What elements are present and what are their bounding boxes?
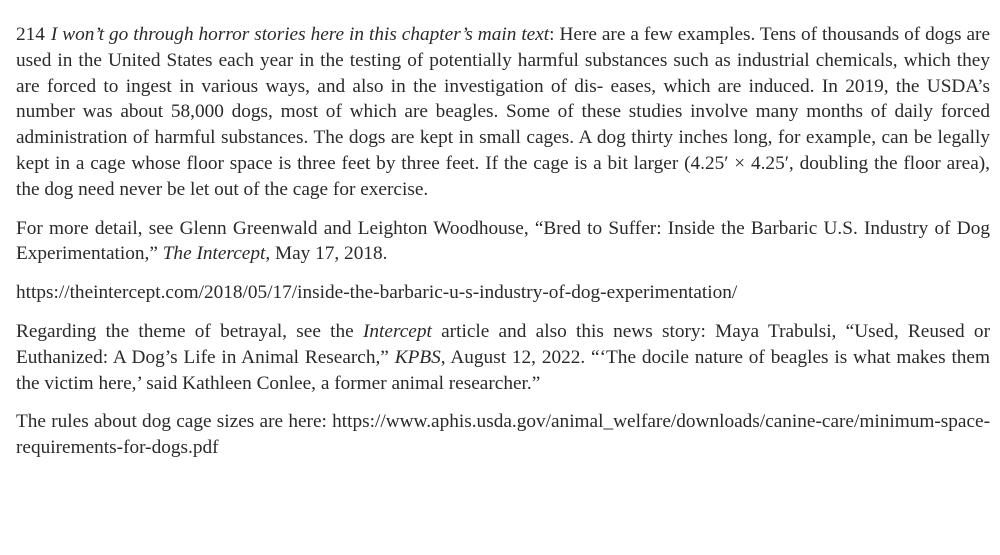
- citation-text: article and also this news story: Maya Trabulsi, “Used, Reused or Euthanized: A Dog’s Life in Animal Research,”: [16, 320, 990, 368]
- citation-text: Regarding the theme of betrayal, see the: [16, 320, 363, 342]
- citation-date: , May 17, 2018.: [265, 243, 388, 265]
- intercept-article-url[interactable]: https://theintercept.com/2018/05/17/inside-the-barbaric-u-s-industry-of-dog-experimentation/: [16, 282, 738, 304]
- citation-text: For more detail, see Glenn Greenwald and Leighton Woodhouse, “Bred to Suffer: Inside the Barbaric U.S. Industry of Dog Experimentation,”: [16, 217, 990, 265]
- publication-title: The Intercept: [162, 243, 266, 265]
- citation-paragraph-intercept: [16, 216, 990, 268]
- cage-rules-paragraph: [16, 409, 990, 461]
- publication-title: Intercept: [362, 320, 432, 342]
- usda-rules-url[interactable]: https://www.aphis.usda.gov/animal_welfare/downloads/canine-care/minimum-space-requirements-for-dogs.pdf: [16, 411, 990, 459]
- endnote-lead-phrase: I won’t go through horror stories here in this chapter’s main text: [50, 24, 550, 45]
- publication-title: KPBS: [394, 346, 441, 368]
- endnote-number: 214: [16, 24, 45, 45]
- endnote-paragraph: [16, 22, 990, 203]
- url-paragraph: [16, 280, 990, 306]
- citation-paragraph-kpbs: [16, 319, 990, 396]
- endnote-body-text: : Here are a few examples. Tens of thousands of dogs are used in the United States each year in the testing of potentially harmful substances such as industrial chemicals, which they are forced to ingest in various ways, and also in the investigation of dis- eases, which are induced. In 2019, the USDA’s number was about 58,000 dogs, most of which are beagles. Some of these studies involve many months of daily forced administration of harmful substances. The dogs are kept in small cages. A dog thirty inches long, for example, can be legally kept in a cage whose floor space is three feet by three feet. If the cage is a bit larger (4.25′ × 4.25′, doubling the floor area), the dog need never be let out of the cage for exercise.: [16, 24, 991, 200]
- citation-quote: , August 12, 2022. “‘The docile nature of beagles is what makes them the victim here,’ said Kathleen Conlee, a former animal researcher.”: [16, 346, 990, 394]
- cage-rules-text: The rules about dog cage sizes are here:: [16, 411, 333, 433]
